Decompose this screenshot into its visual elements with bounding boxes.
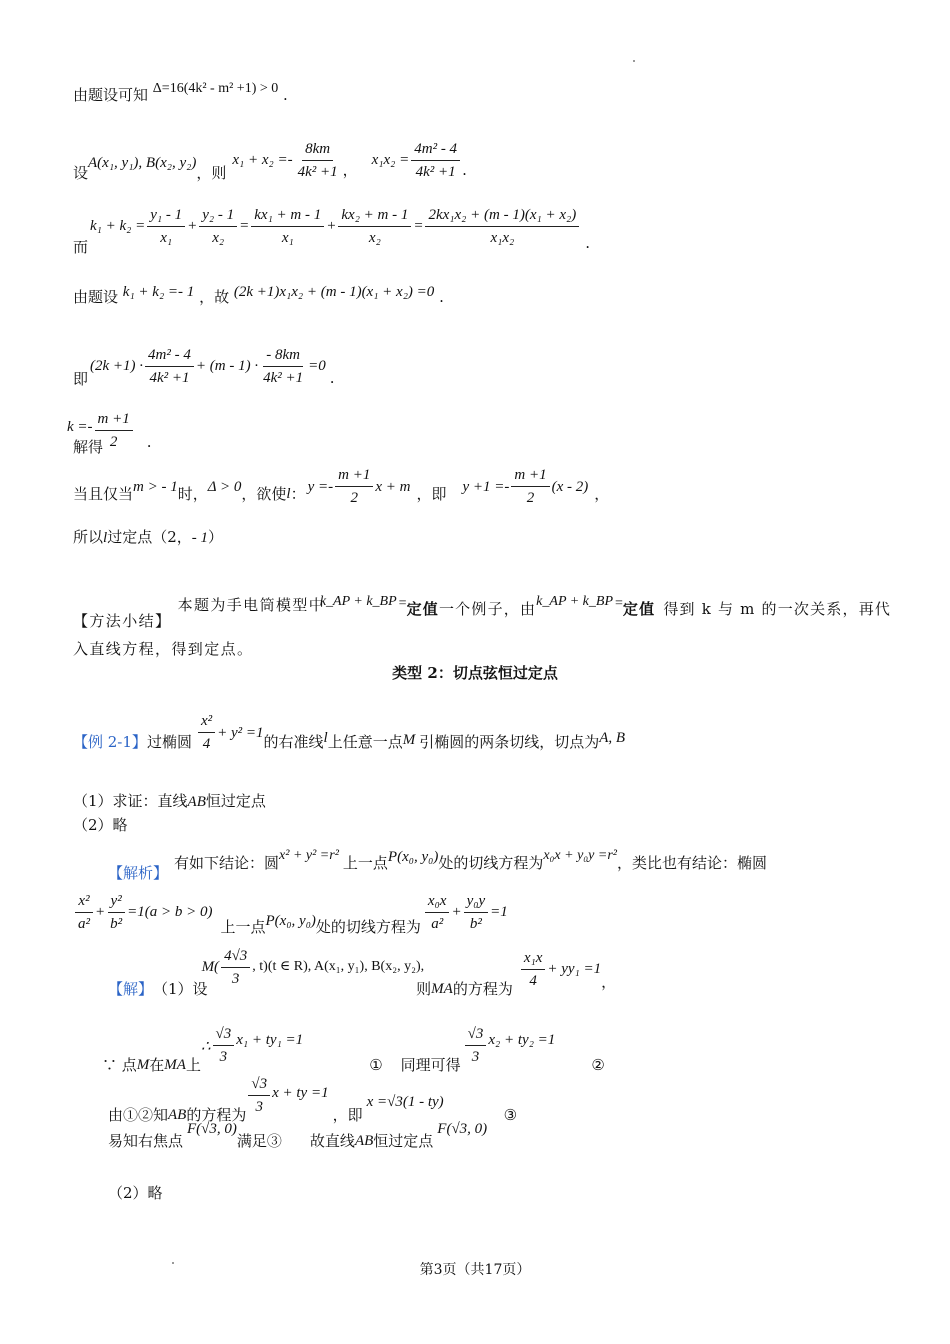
text: ： xyxy=(290,484,306,503)
math: = xyxy=(615,596,623,611)
fraction: $\frac{\text{kx₂ + m - 1}}{\text{x₂}}$ xyxy=(338,206,411,247)
line-4 xyxy=(73,284,444,307)
fraction: $\frac{\text{y₀y}}{\text{b²}}$ xyxy=(464,892,489,933)
text: . xyxy=(585,234,590,252)
fraction: $\frac{\text{4m² - 4}}{\text{4k² +1}}$ xyxy=(145,346,194,387)
math: ∴ xyxy=(200,1039,211,1055)
text: . xyxy=(462,161,467,179)
text: . xyxy=(439,288,444,306)
example-line xyxy=(73,712,625,753)
fraction: $\frac{4√3}{3}$ xyxy=(221,947,250,988)
fraction: $\frac{m +1}{2}$ xyxy=(95,410,133,451)
text: ，即 xyxy=(332,1106,363,1124)
math: l xyxy=(286,485,291,502)
analysis-label: 【解析】 xyxy=(108,864,169,882)
math: x₀x + y₀y =r² xyxy=(543,848,617,863)
math: =1 xyxy=(490,904,508,920)
math: x =√3(1 - ty) xyxy=(366,1094,444,1110)
fraction: $\frac{\text{x₀x}}{\text{a²}}$ xyxy=(425,892,450,933)
math-points: A(x₁, y₁), B(x₂, y₂) xyxy=(88,155,197,171)
math: MA xyxy=(431,981,453,997)
text: 恒过定点 xyxy=(205,792,266,810)
math: x + ty =1 xyxy=(272,1085,329,1101)
fraction: $\frac{\text{y₁ - 1}}{\text{x₁}}$ xyxy=(147,206,185,247)
fraction: $\frac{m +1}{2}$ xyxy=(335,466,373,507)
text: 由①②知 xyxy=(108,1106,169,1124)
text: 设 xyxy=(73,164,89,182)
math: k₁ + k₂ = xyxy=(90,218,146,234)
math: A, B xyxy=(599,729,626,746)
line-8 xyxy=(73,528,223,547)
math: = xyxy=(239,218,250,234)
text: 上 xyxy=(185,1056,201,1074)
math: m > - 1 xyxy=(133,478,178,495)
solution-part-2: （2）略 xyxy=(108,1184,163,1202)
math: = xyxy=(398,596,407,611)
fixed-value: 定值 xyxy=(406,600,439,618)
math: + xyxy=(95,904,106,920)
math: =1(a > b > 0) xyxy=(127,904,213,920)
fraction: $\frac{√3}{3}$ xyxy=(213,1025,235,1066)
text: 故直线 xyxy=(309,1132,355,1150)
line-3 xyxy=(73,196,590,256)
text: 所以 xyxy=(73,528,104,546)
solution-line-4 xyxy=(108,1122,487,1150)
math: k_AP + k_BP xyxy=(319,594,397,609)
math: + xyxy=(187,218,198,234)
text: 过椭圆 xyxy=(146,732,192,751)
text: ， xyxy=(594,484,610,503)
math: - 1 xyxy=(191,530,208,546)
math: x + m xyxy=(375,478,411,495)
text: 一个例子，由 xyxy=(438,600,537,618)
fraction: $\frac{\text{x₁x}}{4}$ xyxy=(521,949,546,990)
math: F(√3, 0) xyxy=(437,1121,488,1137)
text: 有如下结论：圆 xyxy=(174,854,280,872)
text: 的右准线 xyxy=(263,732,324,751)
math: x₁ + ty₁ =1 xyxy=(236,1032,304,1048)
speck xyxy=(633,60,635,62)
text: 的方程为 xyxy=(452,980,513,998)
math: l xyxy=(103,530,108,546)
line-5 xyxy=(73,344,335,388)
fraction: $\frac{\text{y₂ - 1}}{\text{x₂}}$ xyxy=(199,206,237,247)
text: ） xyxy=(207,528,223,546)
text: ，即 xyxy=(416,484,447,503)
math: x² + y² =r² xyxy=(279,848,339,863)
text: 时， xyxy=(177,484,208,503)
math: AB xyxy=(354,1133,374,1149)
method-line-2: 入直线方程，得到定点。 xyxy=(73,640,254,658)
analysis-line-1 xyxy=(108,848,767,882)
fraction: $\frac{\text{kx₁ + m - 1}}{\text{x₁}}$ xyxy=(251,206,324,247)
text: 上任意一点 xyxy=(327,732,403,751)
solution-label: 【解】 xyxy=(108,980,154,998)
math: AB xyxy=(187,794,206,810)
text: （1）求证：直线 xyxy=(73,792,188,810)
text: ∵ 点 xyxy=(102,1056,137,1074)
text: ① xyxy=(369,1056,383,1074)
text: 由题设可知 xyxy=(73,86,149,104)
math: + (m - 1) · xyxy=(195,358,259,374)
text: 上一点 xyxy=(220,918,266,936)
math: P(x₀, y₀) xyxy=(387,849,439,865)
text: 满足③ xyxy=(236,1132,282,1150)
text: 同理可得 xyxy=(400,1056,461,1074)
line-2 xyxy=(73,138,467,182)
text: ， xyxy=(342,161,358,179)
math-sum: x₁ + x₂ =- xyxy=(232,152,293,168)
math: y +1 =- xyxy=(462,478,510,495)
text: . xyxy=(146,433,152,451)
text: 则 xyxy=(416,980,432,998)
math-product: x₁x₂ = xyxy=(371,152,410,168)
math: (2k +1) · xyxy=(90,358,144,374)
text: 当且仅当 xyxy=(73,484,134,503)
question-1 xyxy=(73,792,266,811)
method-line-1 xyxy=(174,594,892,618)
math: P(x₀, y₀) xyxy=(265,913,316,929)
text: . xyxy=(283,86,288,104)
math: x₂ + ty₂ =1 xyxy=(488,1032,556,1048)
text: ，故 xyxy=(199,288,230,306)
math: =0 xyxy=(308,358,326,374)
text: 本题为手电筒模型中 xyxy=(177,596,326,614)
math: + xyxy=(326,218,337,234)
text: 上一点 xyxy=(342,854,388,872)
math: (2k +1)x₁x₂ + (m - 1)(x₁ + x₂) =0 xyxy=(233,284,435,300)
math: k₁ + k₂ =- 1 xyxy=(122,284,195,300)
example-label: 【例 2-1】 xyxy=(73,732,147,751)
math: , t)(t ∈ R), A(x₁, y₁), B(x₂, y₂), xyxy=(252,958,425,974)
text: 得到 k 与 m 的一次关系，再代 xyxy=(663,600,892,618)
text: 易知右焦点 xyxy=(108,1132,184,1150)
text: ③ xyxy=(503,1106,518,1124)
text: ② xyxy=(591,1056,605,1074)
math: + y² =1 xyxy=(217,724,264,741)
question-2: （2）略 xyxy=(73,816,128,834)
text: 即 xyxy=(73,370,89,388)
fraction: $\frac{- 8km}{\text{4k² +1}}$ xyxy=(263,346,304,386)
math: Δ > 0 xyxy=(207,478,242,495)
text: 由题设 xyxy=(73,288,119,306)
math: F(√3, 0) xyxy=(187,1121,237,1137)
text: ，则 xyxy=(196,164,227,182)
text: . xyxy=(329,369,335,387)
solution-line-3 xyxy=(108,1066,517,1124)
text: 处的切线方程为 xyxy=(315,918,421,936)
math: l xyxy=(323,729,328,746)
text: 在 xyxy=(149,1056,165,1074)
math: + yy₁ =1 xyxy=(547,961,602,977)
text: 引椭圆的两条切线，切点为 xyxy=(419,732,600,751)
math: (x - 2) xyxy=(551,478,589,495)
speck xyxy=(172,1262,174,1264)
math: M( xyxy=(201,959,220,975)
math: + xyxy=(451,904,462,920)
text: 恒过定点 xyxy=(373,1132,434,1150)
fixed-value: 定值 xyxy=(622,600,656,618)
fraction: $\frac{\text{x²}}{\text{a²}}$ xyxy=(75,892,93,933)
math-discriminant: Δ=16(4k² - m² +1) > 0 xyxy=(152,81,279,96)
text: 解得 xyxy=(73,438,104,456)
fraction: $\frac{\text{4m² - 4}}{\text{4k² +1}}$ xyxy=(411,140,460,181)
fraction: $\frac{√3}{3}$ xyxy=(248,1075,270,1116)
solution-line-1 xyxy=(108,940,616,998)
text: ，欲使 xyxy=(241,484,287,503)
line-6 xyxy=(67,404,152,456)
fraction: $\frac{m +1}{2}$ xyxy=(511,466,549,507)
math: = xyxy=(413,218,424,234)
math: M xyxy=(402,731,416,748)
math: k =- xyxy=(67,419,93,435)
text: ，类比也有结论：椭圆 xyxy=(616,854,767,872)
math: y =- xyxy=(307,478,334,495)
fraction: $\frac{√3}{3}$ xyxy=(465,1025,487,1066)
math: AB xyxy=(168,1107,187,1123)
math: M xyxy=(136,1057,150,1073)
math: MA xyxy=(164,1057,186,1073)
section-title: 类型 2：切点弦恒过定点 xyxy=(392,664,558,682)
text: （1）设 xyxy=(153,980,208,998)
text: 而 xyxy=(73,238,89,256)
text: 的方程为 xyxy=(186,1106,247,1124)
text: 过定点（2， xyxy=(107,528,192,546)
line-7 xyxy=(73,466,609,507)
fraction: $\frac{\text{x²}}{4}$ xyxy=(198,712,215,753)
fraction: $\frac{\text{2kx₁x₂ + (m - 1)(x₁ + x₂)}}{\text{x₁x₂}}$ xyxy=(425,206,579,247)
page-footer: 第3页（共17页） xyxy=(419,1262,531,1278)
fraction: $\frac{\text{y²}}{\text{b²}}$ xyxy=(107,892,125,933)
fraction: $\frac{8km}{\text{4k² +1}}$ xyxy=(297,140,338,180)
text: 处的切线方程为 xyxy=(438,854,544,872)
line-1 xyxy=(73,81,288,106)
analysis-line-2 xyxy=(73,888,508,936)
method-label: 【方法小结】 xyxy=(73,612,172,630)
math: k_AP + k_BP xyxy=(536,594,614,609)
text: ， xyxy=(601,973,617,991)
